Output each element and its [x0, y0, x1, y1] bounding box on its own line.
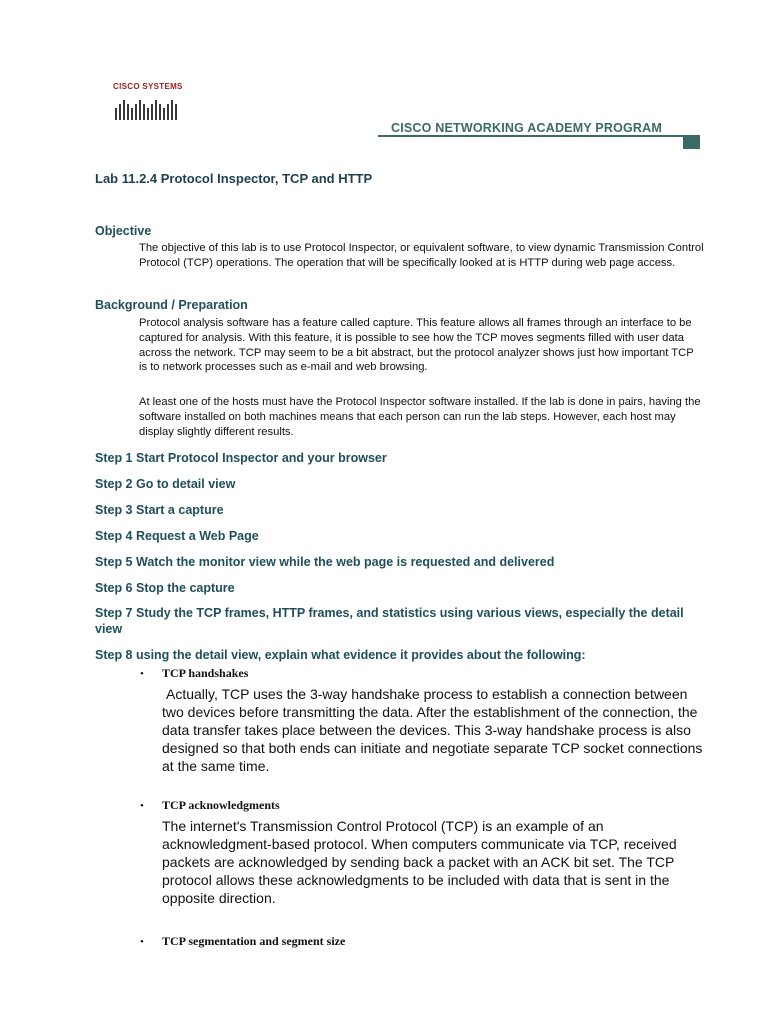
step-8: Step 8 using the detail view, explain what evidence it provides about the following: [95, 648, 586, 662]
banner-title: CISCO NETWORKING ACADEMY PROGRAM [391, 121, 662, 135]
objective-heading: Objective [95, 224, 152, 238]
bullet-item-tcp-acknowledgments [140, 798, 280, 813]
step-4: Step 4 Request a Web Page [95, 529, 259, 543]
background-paragraph-1: Protocol analysis software has a feature called capture. This feature allows all frames through an interface to be captured for analysis. With this feature, it is possible to see how the TCP moves segments filled with user data across the network. TCP may seem to be a bit abstract, but the protocol analyzer shows just how important TCP is to network processes such as e-mail and web browsing. [139, 317, 694, 374]
step-5: Step 5 Watch the monitor view while the web page is requested and delivered [95, 555, 555, 569]
answer-tcp-handshakes: Actually, TCP uses the 3-way handshake process to establish a connection between two devices before transmitting the data. After the establishment of the connection, the data transfer takes place between the devices. This 3-way handshake process is also designed so that both ends can initiate and negotiate separate TCP socket connections at the same time. [162, 686, 703, 774]
step-1: Step 1 Start Protocol Inspector and your browser [95, 451, 387, 465]
step-3: Step 3 Start a capture [95, 503, 224, 517]
step-2: Step 2 Go to detail view [95, 477, 236, 491]
logo-bars-icon [113, 94, 185, 120]
banner-accent-block [683, 135, 700, 149]
step-6: Step 6 Stop the capture [95, 581, 235, 595]
bullet-label: TCP acknowledgments [162, 798, 280, 812]
banner-divider [378, 135, 700, 137]
bullet-label: TCP handshakes [162, 666, 249, 680]
background-paragraph-2: At least one of the hosts must have the Protocol Inspector software installed. If the lab is done in pairs, having the software installed on both machines means that each person can run the lab steps. However, each host may display slightly different results. [139, 396, 701, 438]
cisco-logo [113, 82, 185, 122]
objective-text: The objective of this lab is to use Protocol Inspector, or equivalent software, to view dynamic Transmission Control Protocol (TCP) operations. The operation that will be specifically looked at is HTTP during web page access. [139, 242, 704, 269]
background-heading: Background / Preparation [95, 298, 248, 312]
logo-text: CISCO SYSTEMS [113, 82, 183, 91]
bullet-icon: • [140, 936, 144, 948]
bullet-icon: • [140, 800, 144, 812]
bullet-label: TCP segmentation and segment size [162, 934, 346, 948]
answer-tcp-acknowledgments: The internet's Transmission Control Protocol (TCP) is an example of an acknowledgment-based protocol. When computers communicate via TCP, received packets are acknowledged by sending back a packet with an ACK bit set. The TCP protocol allows these acknowledgments to be included with data that is sent in the opposite direction. [162, 818, 677, 906]
bullet-item-tcp-handshakes [140, 666, 248, 681]
bullet-item-tcp-segmentation [140, 934, 345, 949]
bullet-icon: • [140, 668, 144, 680]
lab-title: Lab 11.2.4 Protocol Inspector, TCP and HTTP [95, 171, 373, 186]
step-7: Step 7 Study the TCP frames, HTTP frames, and statistics using various views, especially the detail view [95, 606, 684, 636]
